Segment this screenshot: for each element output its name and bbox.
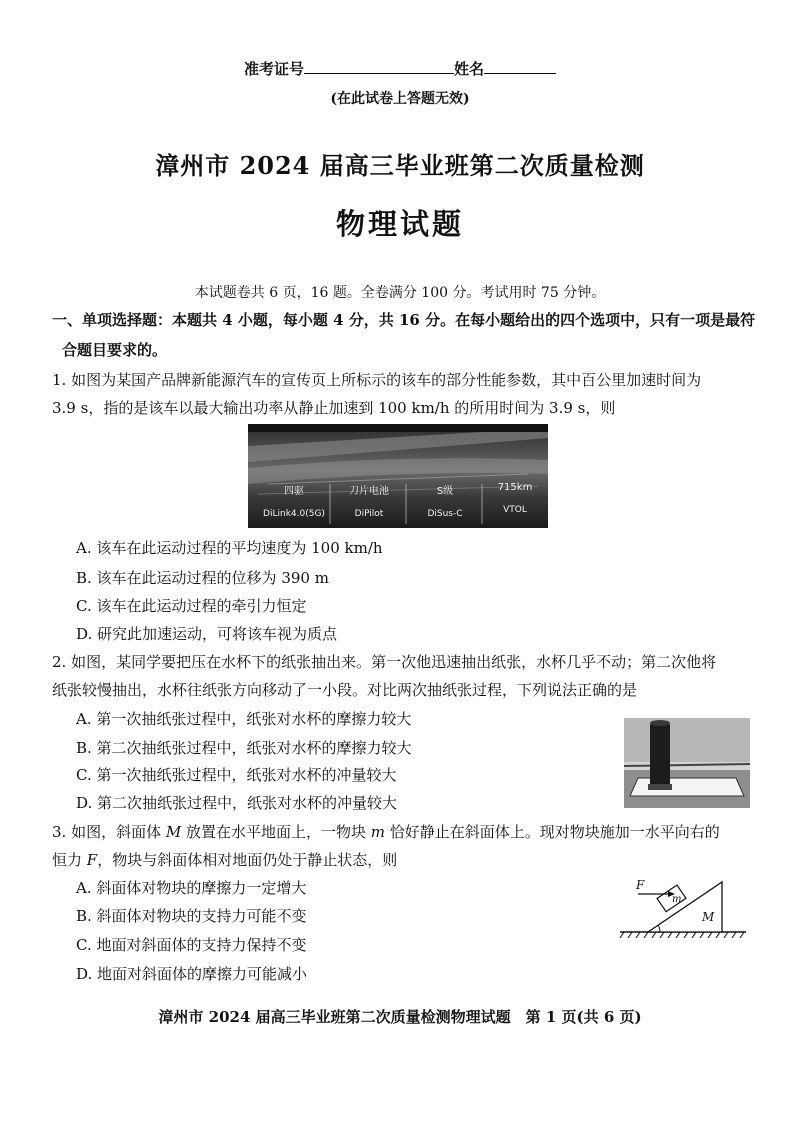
q3-option-d: D. 地面对斜面体的摩擦力可能减小 xyxy=(76,965,308,983)
q3-var-m: m xyxy=(370,823,385,841)
section-heading: 一、单项选择题：本题共 4 小题，每小题 4 分，共 16 分。在每小题给出的四个选项中，只有一项是最符 xyxy=(52,311,756,329)
question-3-text-cont xyxy=(52,850,782,870)
question-2-text: 2. 如图，某同学要把压在水杯下的纸张抽出来。第一次他迅速抽出纸张，水杯几乎不动；第二次他将 xyxy=(52,653,717,671)
exam-meta: 本试题卷共 6 页，16 题。全卷满分 100 分。考试用时 75 分钟。 xyxy=(194,285,606,301)
question-2-text-cont: 纸张较慢抽出，水杯往纸张方向移动了一小段。对比两次抽纸张过程，下列说法正确的是 xyxy=(52,681,638,699)
spec-3-caption: DiSus-C xyxy=(427,509,463,519)
q3-text-c: 恰好静止在斜面体上。现对物块施加一水平向右的 xyxy=(385,823,720,841)
spec-2-caption: DiPilot xyxy=(354,509,384,519)
q3-option-c: C. 地面对斜面体的支持力保持不变 xyxy=(76,936,307,954)
q3-text-b: 放置在水平地面上，一物块 xyxy=(181,823,371,841)
spec-1-caption: DiLink4.0(5G) xyxy=(263,509,325,519)
q3-text-a: 3. 如图，斜面体 xyxy=(52,823,166,841)
q2-option-d: D. 第二次抽纸张过程中，纸张对水杯的冲量较大 xyxy=(76,794,398,812)
q1-option-b: B. 该车在此运动过程的位移为 390 m xyxy=(76,569,329,587)
section-heading-cont: 合题目要求的。 xyxy=(62,341,168,359)
q1-option-a: A. 该车在此运动过程的平均速度为 100 km/h xyxy=(76,539,383,557)
question-1-text: 1. 如图为某国产品牌新能源汽车的宣传页上所标示的该车的部分性能参数，其中百公里加速时间为 xyxy=(52,371,702,389)
q2-option-a: A. 第一次抽纸张过程中，纸张对水杯的摩擦力较大 xyxy=(76,710,412,728)
name-label: 姓名 xyxy=(454,60,485,78)
q1-option-d: D. 研究此加速运动，可将该车视为质点 xyxy=(76,625,338,643)
spec-1-value: 四驱 xyxy=(284,486,304,497)
q1-option-c: C. 该车在此运动过程的牵引力恒定 xyxy=(76,597,307,615)
page-footer: 漳州市 2024 届高三毕业班第二次质量检测物理试题 第 1 页(共 6 页) xyxy=(158,1008,642,1026)
spec-4 xyxy=(484,482,546,515)
q3-option-a: A. 斜面体对物块的摩擦力一定增大 xyxy=(76,879,307,897)
label-F: F xyxy=(636,878,645,892)
cup-paper-svg xyxy=(624,718,750,808)
q3-text-d: 恒力 xyxy=(52,851,87,869)
q3-var-M: M xyxy=(165,823,182,841)
spec-2 xyxy=(334,482,404,519)
q3-var-F: F xyxy=(86,851,98,869)
cup-paper-figure xyxy=(624,718,750,808)
label-M: M xyxy=(702,910,715,924)
label-m: m xyxy=(672,894,682,905)
question-3-text xyxy=(52,822,782,842)
spec-4-value: 715km xyxy=(497,482,533,493)
exam-id-label: 准考证号 xyxy=(243,60,304,78)
name-blank xyxy=(484,59,556,74)
spec-4-caption: VTOL xyxy=(503,505,527,515)
car-spec-photo xyxy=(248,424,548,528)
q3-text-e: ，物块与斜面体相对地面仍处于静止状态，则 xyxy=(97,851,398,869)
subject-title: 物理试题 xyxy=(335,207,464,241)
exam-id-blank xyxy=(304,59,454,74)
spec-2-value: 刀片电池 xyxy=(349,486,389,497)
q2-option-c: C. 第一次抽纸张过程中，纸张对水杯的冲量较大 xyxy=(76,766,397,784)
candidate-info-line xyxy=(0,58,800,79)
spec-1 xyxy=(258,482,330,519)
spec-3 xyxy=(410,482,480,519)
q3-option-b: B. 斜面体对物块的支持力可能不变 xyxy=(76,907,307,925)
q2-option-b: B. 第二次抽纸张过程中，纸张对水杯的摩擦力较大 xyxy=(76,739,412,757)
spec-3-value: S级 xyxy=(436,486,454,497)
question-1-text-cont: 3.9 s，指的是该车以最大输出功率从静止加速到 100 km/h 的所用时间为 3.9 s，则 xyxy=(52,399,616,417)
exam-title: 漳州市 2024 届高三毕业班第二次质量检测 xyxy=(155,151,645,180)
answer-notice: (在此试卷上答题无效) xyxy=(330,91,470,107)
incline-figure xyxy=(618,872,750,942)
